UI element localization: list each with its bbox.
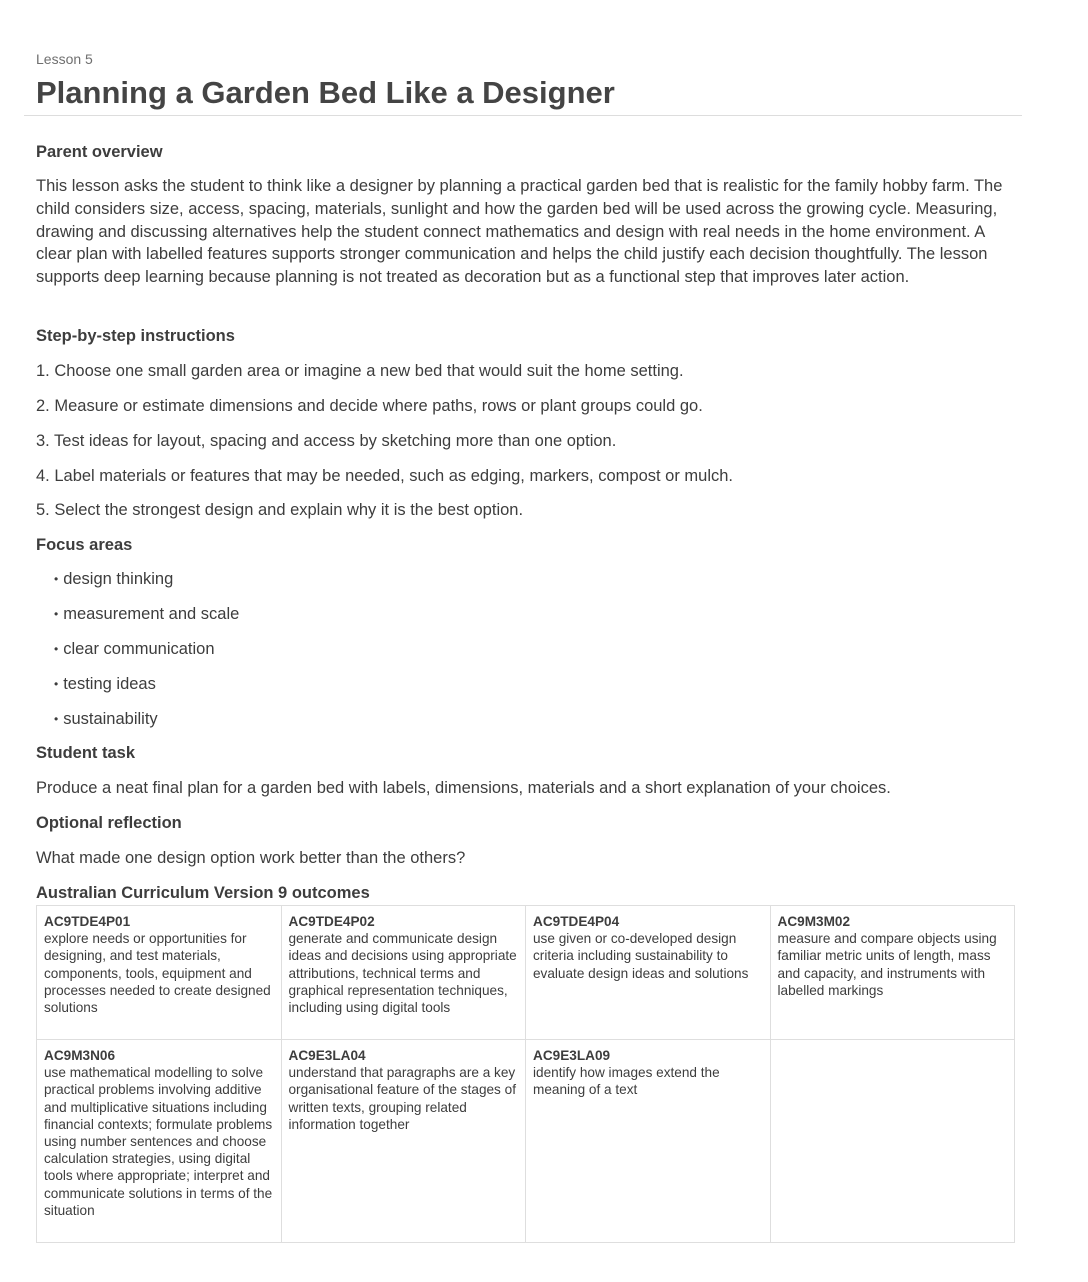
step-item: 5. Select the strongest design and explain why it is the best option. bbox=[36, 501, 524, 519]
section-heading: Optional reflection bbox=[36, 814, 182, 832]
focus-label: design thinking bbox=[63, 570, 174, 588]
outcome-description: identify how images extend the meaning of a text bbox=[533, 1065, 720, 1098]
outcome-description: use mathematical modelling to solve practical problems involving additive and multiplicative situations including financial contexts; formulate problems using number sentences and choose calculation strategies, using digital tools where appropriate; interpret and communicate solutions in terms of the situation bbox=[44, 1065, 273, 1218]
outcome-cell bbox=[526, 1040, 771, 1243]
table-row bbox=[37, 1040, 1015, 1243]
outcome-description: understand that paragraphs are a key organisational feature of the stages of written texts, grouping related information together bbox=[288, 1065, 516, 1132]
outcome-code: AC9TDE4P02 bbox=[288, 914, 375, 929]
outcome-cell bbox=[281, 1040, 526, 1243]
outcome-cell bbox=[281, 906, 526, 1040]
outcome-description: generate and communicate design ideas and decisions using appropriate attributions, technical terms and graphical representation techniques, including using digital tools bbox=[288, 931, 517, 1016]
overview-paragraph: This lesson asks the student to think like a designer by planning a practical garden bed that is realistic for the family hobby farm. The child considers size, access, spacing, materials, sunlight and how the garden bed will be used across the growing cycle. Measuring, drawing and discussing alternatives help the student connect mathematics and design with real needs in the home environment. A clear plan with labelled features supports stronger communication and helps the child justify each decision thoughtfully. The lesson supports deep learning because planning is not treated as decoration but as a functional step that improves later action. bbox=[36, 177, 1003, 287]
focus-item bbox=[36, 673, 156, 696]
table-row bbox=[37, 906, 1015, 1040]
step-item: 4. Label materials or features that may be needed, such as edging, markers, compost or mulch. bbox=[36, 467, 734, 485]
outcome-description: explore needs or opportunities for designing, and test materials, components, tools, equipment and processes needed to create designed solutions bbox=[44, 931, 271, 1016]
page-title: Planning a Garden Bed Like a Designer bbox=[36, 75, 615, 110]
section-heading: Focus areas bbox=[36, 536, 133, 554]
step-item: 3. Test ideas for layout, spacing and access by sketching more than one option. bbox=[36, 432, 617, 450]
focus-item bbox=[36, 638, 215, 661]
step-item: 2. Measure or estimate dimensions and decide where paths, rows or plant groups could go. bbox=[36, 397, 703, 415]
outcome-cell bbox=[770, 906, 1015, 1040]
outcome-code: AC9E3LA04 bbox=[288, 1048, 366, 1063]
focus-item bbox=[36, 603, 239, 626]
bullet-icon: • bbox=[54, 572, 59, 586]
outcome-code: AC9E3LA09 bbox=[533, 1048, 611, 1063]
lesson-number: Lesson 5 bbox=[36, 51, 93, 67]
task-text: Produce a neat final plan for a garden bed with labels, dimensions, materials and a short explanation of your choices. bbox=[36, 779, 891, 797]
outcome-code: AC9M3M02 bbox=[777, 914, 851, 929]
focus-label: measurement and scale bbox=[63, 605, 240, 623]
section-heading: Step-by-step instructions bbox=[36, 327, 235, 345]
outcomes-table bbox=[36, 905, 1015, 1243]
outcome-description: measure and compare objects using familiar metric units of length, mass and capacity, and instruments with labelled markings bbox=[777, 931, 997, 998]
bullet-icon: • bbox=[54, 607, 59, 621]
focus-label: sustainability bbox=[63, 710, 158, 728]
outcome-code: AC9M3N06 bbox=[44, 1048, 116, 1063]
outcome-code: AC9TDE4P01 bbox=[44, 914, 131, 929]
reflection-text: What made one design option work better than the others? bbox=[36, 849, 466, 867]
focus-item bbox=[36, 568, 173, 591]
section-heading: Student task bbox=[36, 744, 136, 762]
outcome-cell bbox=[37, 906, 282, 1040]
outcome-description: use given or co-developed design criteria including sustainability to evaluate design ideas and solutions bbox=[533, 931, 749, 981]
step-item: 1. Choose one small garden area or imagine a new bed that would suit the home setting. bbox=[36, 362, 684, 380]
bullet-icon: • bbox=[54, 712, 59, 726]
focus-label: testing ideas bbox=[63, 675, 156, 693]
focus-label: clear communication bbox=[63, 640, 215, 658]
outcome-code: AC9TDE4P04 bbox=[533, 914, 620, 929]
outcome-cell bbox=[526, 906, 771, 1040]
header-divider bbox=[24, 115, 1022, 116]
outcome-cell-empty bbox=[770, 1040, 1015, 1243]
bullet-icon: • bbox=[54, 642, 59, 656]
section-heading: Parent overview bbox=[36, 143, 163, 161]
bullet-icon: • bbox=[54, 677, 59, 691]
section-heading: Australian Curriculum Version 9 outcomes bbox=[36, 884, 370, 902]
focus-item bbox=[36, 708, 158, 731]
outcome-cell bbox=[37, 1040, 282, 1243]
